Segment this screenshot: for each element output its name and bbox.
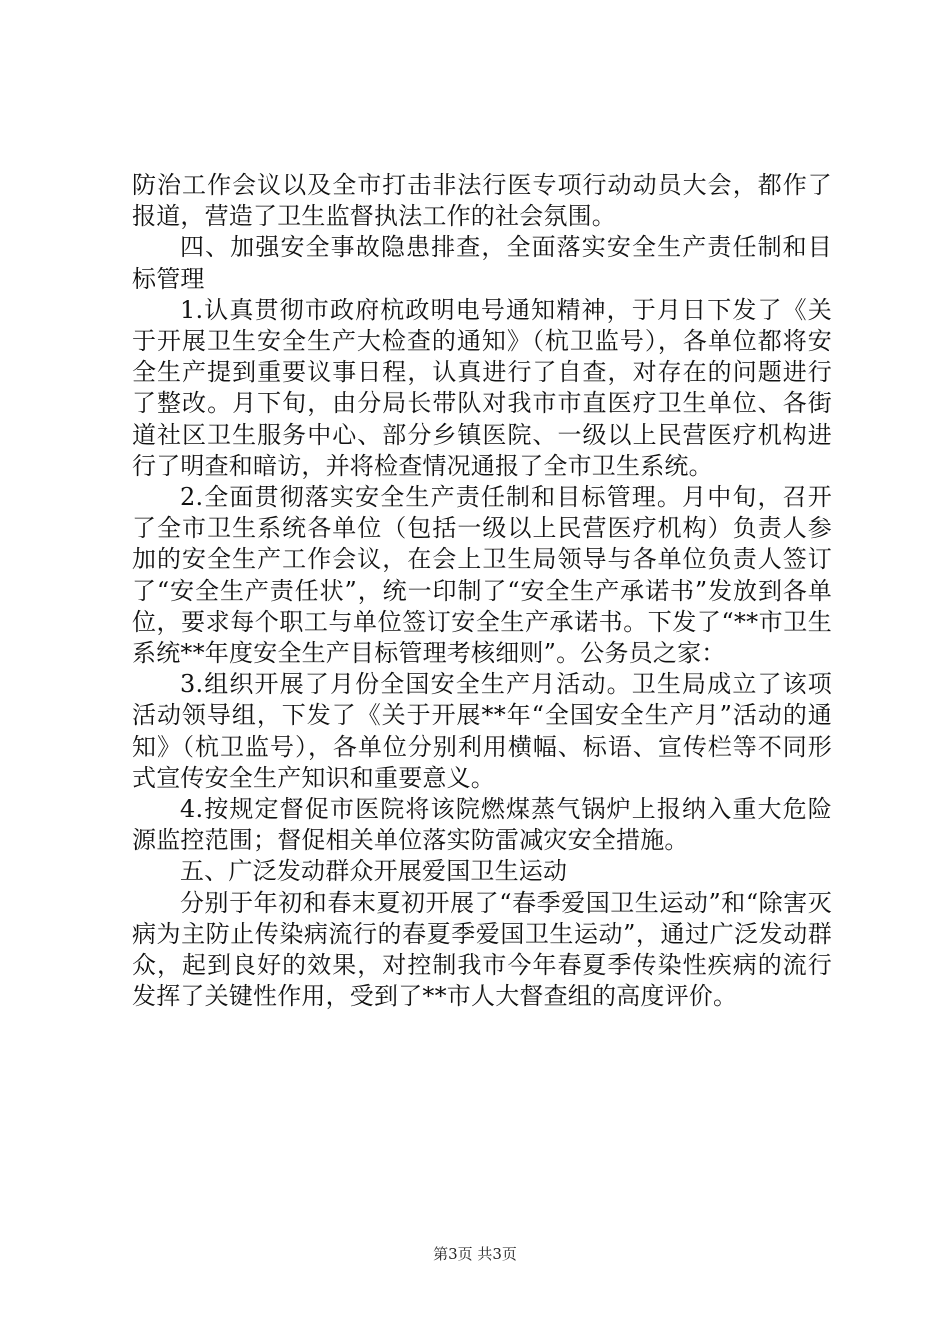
paragraph-item-4: 4.按规定督促市医院将该院燃煤蒸气锅炉上报纳入重大危险源监控范围；督促相关单位落实防雷减灾安全措施。 <box>132 795 832 855</box>
section-heading-four: 四、加强安全事故隐患排查，全面落实安全生产责任制和目标管理 <box>132 233 832 293</box>
document-body <box>132 170 832 1012</box>
section-heading-five: 五、广泛发动群众开展爱国卫生运动 <box>180 857 568 886</box>
paragraph-continued: 防治工作会议以及全市打击非法行医专项行动动员大会，都作了报道，营造了卫生监督执法工作的社会氛围。 <box>132 171 832 231</box>
page-footer: 第3页 共3页 <box>433 1245 517 1263</box>
paragraph-section-five: 分别于年初和春末夏初开展了“春季爱国卫生运动”和“除害灭病为主防止传染病流行的春夏季爱国卫生运动”，通过广泛发动群众，起到良好的效果，对控制我市今年春夏季传染性疾病的流行发挥了关键性作用，受到了**市人大督查组的高度评价。 <box>132 888 832 1011</box>
paragraph-item-2: 2.全面贯彻落实安全生产责任制和目标管理。月中旬，召开了全市卫生系统各单位（包括一级以上民营医疗机构）负责人参加的安全生产工作会议，在会上卫生局领导与各单位负责人签订了“安全生产责任状”，统一印制了“安全生产承诺书”发放到各单位，要求每个职工与单位签订安全生产承诺书。下发了“**市卫生系统**年度安全生产目标管理考核细则”。公务员之家： <box>132 483 832 668</box>
paragraph-item-1: 1.认真贯彻市政府杭政明电号通知精神，于月日下发了《关于开展卫生安全生产大检查的通知》（杭卫监号），各单位都将安全生产提到重要议事日程，认真进行了自查，对存在的问题进行了整改。月下旬，由分局长带队对我市市直医疗卫生单位、各街道社区卫生服务中心、部分乡镇医院、一级以上民营医疗机构进行了明查和暗访，并将检查情况通报了全市卫生系统。 <box>132 295 832 480</box>
paragraph-item-3: 3.组织开展了月份全国安全生产月活动。卫生局成立了该项活动领导组，下发了《关于开展**年“全国安全生产月”活动的通知》（杭卫监号），各单位分别利用横幅、标语、宣传栏等不同形式宣传安全生产知识和重要意义。 <box>132 670 832 792</box>
